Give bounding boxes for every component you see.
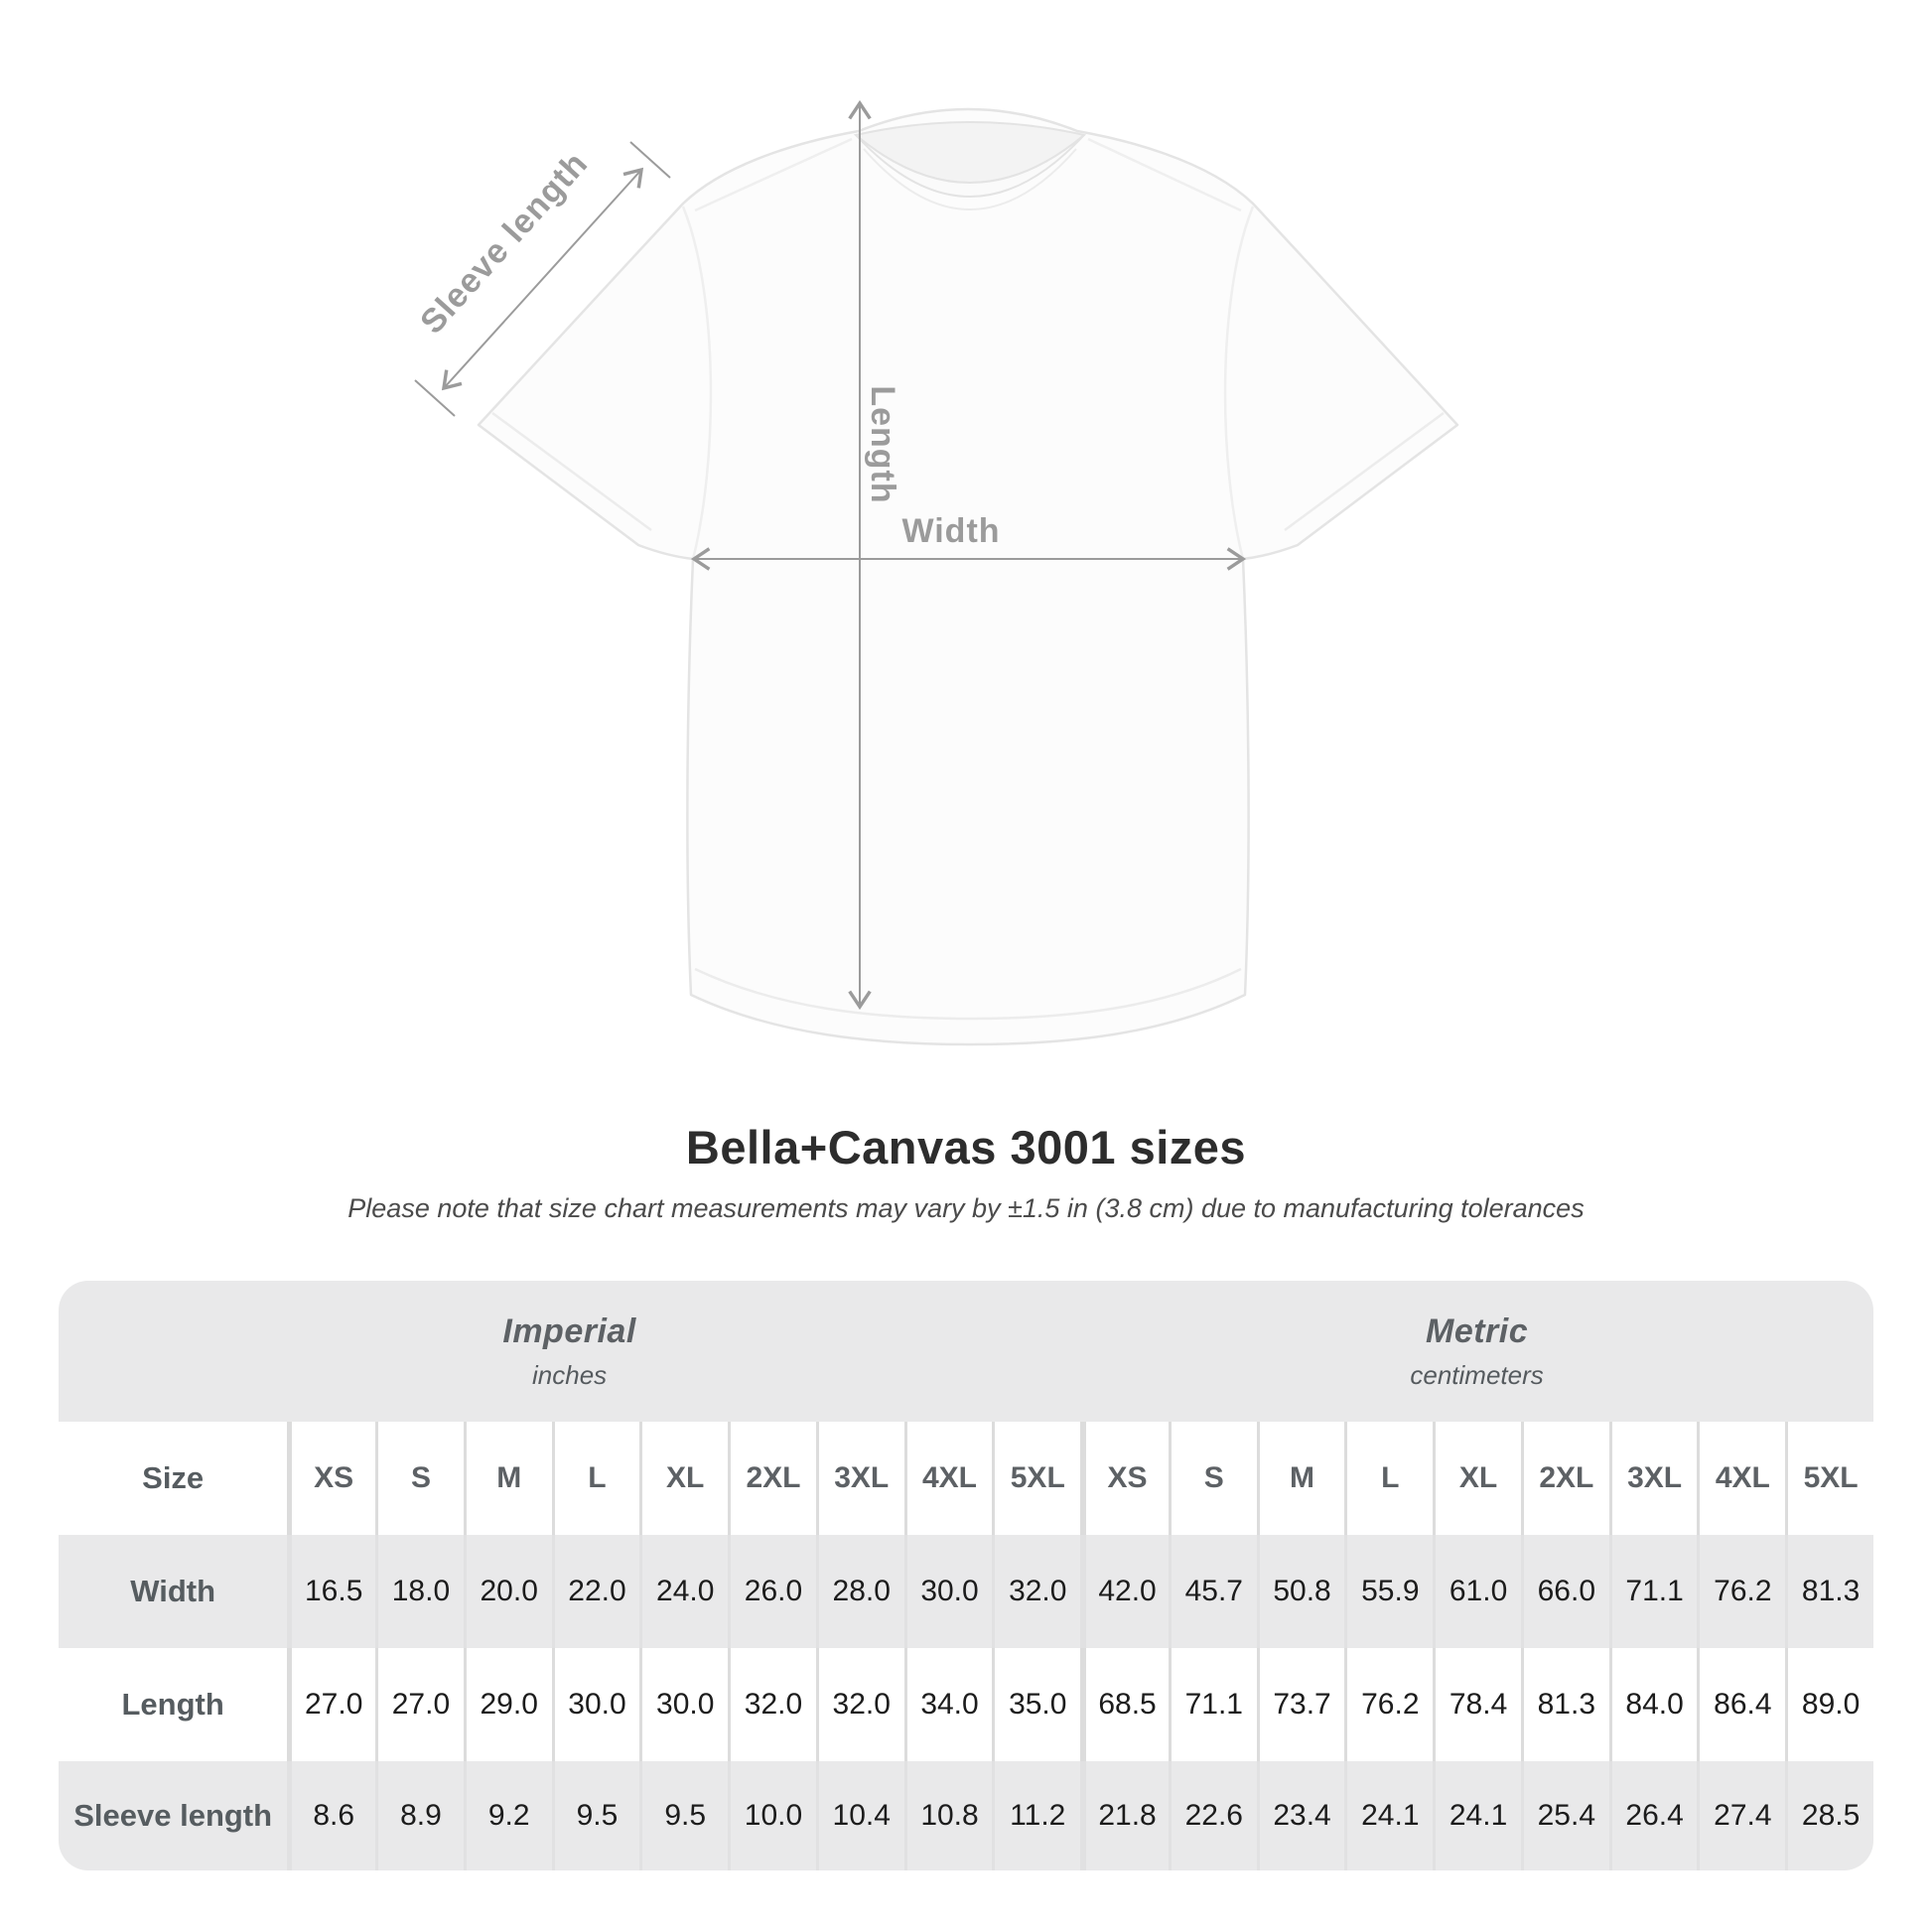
imperial-value-cell: 22.0 — [552, 1535, 640, 1648]
imperial-value-cell: 9.5 — [639, 1761, 728, 1870]
metric-value-cell: 68.5 — [1080, 1648, 1169, 1761]
imperial-value-cell: 28.0 — [816, 1535, 904, 1648]
sleeve-arrow-end-tick — [630, 142, 670, 178]
imperial-value-cell: 29.0 — [464, 1648, 552, 1761]
size-grid — [59, 1422, 1873, 1870]
size-header-imperial: 4XL — [904, 1422, 993, 1535]
width-label: Width — [901, 512, 1001, 550]
size-header-imperial: L — [552, 1422, 640, 1535]
metric-value-cell: 76.2 — [1344, 1648, 1433, 1761]
size-header-metric: 4XL — [1697, 1422, 1785, 1535]
metric-value-cell: 42.0 — [1080, 1535, 1169, 1648]
size-header-imperial: M — [464, 1422, 552, 1535]
row-label: Length — [121, 1687, 224, 1722]
metric-value-cell: 24.1 — [1344, 1761, 1433, 1870]
metric-value-cell: 23.4 — [1257, 1761, 1345, 1870]
page-subtitle: Please note that size chart measurements may vary by ±1.5 in (3.8 cm) due to manufacturing tolerances — [347, 1193, 1585, 1223]
imperial-value-cell: 26.0 — [728, 1535, 816, 1648]
size-header-metric: 5XL — [1785, 1422, 1873, 1535]
metric-value-cell: 45.7 — [1169, 1535, 1257, 1648]
size-header-metric: M — [1257, 1422, 1345, 1535]
metric-value-cell: 25.4 — [1521, 1761, 1609, 1870]
metric-value-cell: 61.0 — [1433, 1535, 1521, 1648]
size-header-metric: XL — [1433, 1422, 1521, 1535]
imperial-value-cell: 30.0 — [552, 1648, 640, 1761]
metric-value-cell: 28.5 — [1785, 1761, 1873, 1870]
imperial-value-cell: 20.0 — [464, 1535, 552, 1648]
metric-unit: centimeters — [1410, 1359, 1544, 1390]
imperial-value-cell: 27.0 — [287, 1648, 375, 1761]
metric-value-cell: 21.8 — [1080, 1761, 1169, 1870]
imperial-value-cell: 30.0 — [639, 1648, 728, 1761]
metric-value-cell: 24.1 — [1433, 1761, 1521, 1870]
size-header-imperial: XL — [639, 1422, 728, 1535]
table-row — [59, 1761, 1873, 1870]
imperial-unit: inches — [532, 1359, 608, 1390]
imperial-value-cell: 32.0 — [816, 1648, 904, 1761]
imperial-value-cell: 27.0 — [375, 1648, 464, 1761]
page-title: Bella+Canvas 3001 sizes — [685, 1121, 1247, 1173]
length-label: Length — [864, 385, 901, 504]
imperial-value-cell: 9.2 — [464, 1761, 552, 1870]
row-label: Sleeve length — [73, 1798, 273, 1833]
metric-value-cell: 78.4 — [1433, 1648, 1521, 1761]
imperial-value-cell: 32.0 — [992, 1535, 1080, 1648]
imperial-value-cell: 35.0 — [992, 1648, 1080, 1761]
metric-section-header — [1080, 1281, 1873, 1422]
imperial-value-cell: 18.0 — [375, 1535, 464, 1648]
size-column-header: Size — [142, 1460, 205, 1495]
imperial-value-cell: 9.5 — [552, 1761, 640, 1870]
metric-value-cell: 66.0 — [1521, 1535, 1609, 1648]
size-header-imperial: 5XL — [992, 1422, 1080, 1535]
size-header-metric: XS — [1080, 1422, 1169, 1535]
table-header-row — [59, 1422, 1873, 1535]
imperial-value-cell: 32.0 — [728, 1648, 816, 1761]
sleeve-length-label: Sleeve length — [413, 144, 596, 342]
metric-value-cell: 89.0 — [1785, 1648, 1873, 1761]
row-label: Width — [130, 1574, 216, 1608]
size-header-imperial: XS — [287, 1422, 375, 1535]
tshirt-body — [479, 109, 1457, 1044]
imperial-value-cell: 16.5 — [287, 1535, 375, 1648]
imperial-section-header — [59, 1281, 1080, 1422]
imperial-value-cell: 10.0 — [728, 1761, 816, 1870]
metric-value-cell: 73.7 — [1257, 1648, 1345, 1761]
imperial-value-cell: 10.4 — [816, 1761, 904, 1870]
sleeve-arrow-end-tick — [415, 380, 455, 416]
imperial-value-cell: 24.0 — [639, 1535, 728, 1648]
imperial-value-cell: 30.0 — [904, 1535, 993, 1648]
metric-value-cell: 50.8 — [1257, 1535, 1345, 1648]
size-header-metric: L — [1344, 1422, 1433, 1535]
size-header-metric: 2XL — [1521, 1422, 1609, 1535]
metric-value-cell: 76.2 — [1697, 1535, 1785, 1648]
metric-value-cell: 26.4 — [1609, 1761, 1698, 1870]
metric-value-cell: 81.3 — [1785, 1535, 1873, 1648]
size-header-imperial: S — [375, 1422, 464, 1535]
size-header-imperial: 3XL — [816, 1422, 904, 1535]
imperial-value-cell: 8.6 — [287, 1761, 375, 1870]
imperial-value-cell: 11.2 — [992, 1761, 1080, 1870]
metric-value-cell: 27.4 — [1697, 1761, 1785, 1870]
metric-value-cell: 84.0 — [1609, 1648, 1698, 1761]
size-header-imperial: 2XL — [728, 1422, 816, 1535]
units-band — [59, 1281, 1873, 1422]
metric-value-cell: 71.1 — [1169, 1648, 1257, 1761]
metric-value-cell: 55.9 — [1344, 1535, 1433, 1648]
imperial-value-cell: 8.9 — [375, 1761, 464, 1870]
metric-value-cell: 22.6 — [1169, 1761, 1257, 1870]
metric-label: Metric — [1426, 1311, 1529, 1350]
metric-value-cell: 86.4 — [1697, 1648, 1785, 1761]
imperial-value-cell: 10.8 — [904, 1761, 993, 1870]
size-header-metric: 3XL — [1609, 1422, 1698, 1535]
imperial-label: Imperial — [502, 1311, 636, 1350]
table-row — [59, 1535, 1873, 1648]
table-row — [59, 1648, 1873, 1761]
size-header-metric: S — [1169, 1422, 1257, 1535]
imperial-value-cell: 34.0 — [904, 1648, 993, 1761]
metric-value-cell: 71.1 — [1609, 1535, 1698, 1648]
metric-value-cell: 81.3 — [1521, 1648, 1609, 1761]
size-chart-table — [59, 1281, 1873, 1870]
